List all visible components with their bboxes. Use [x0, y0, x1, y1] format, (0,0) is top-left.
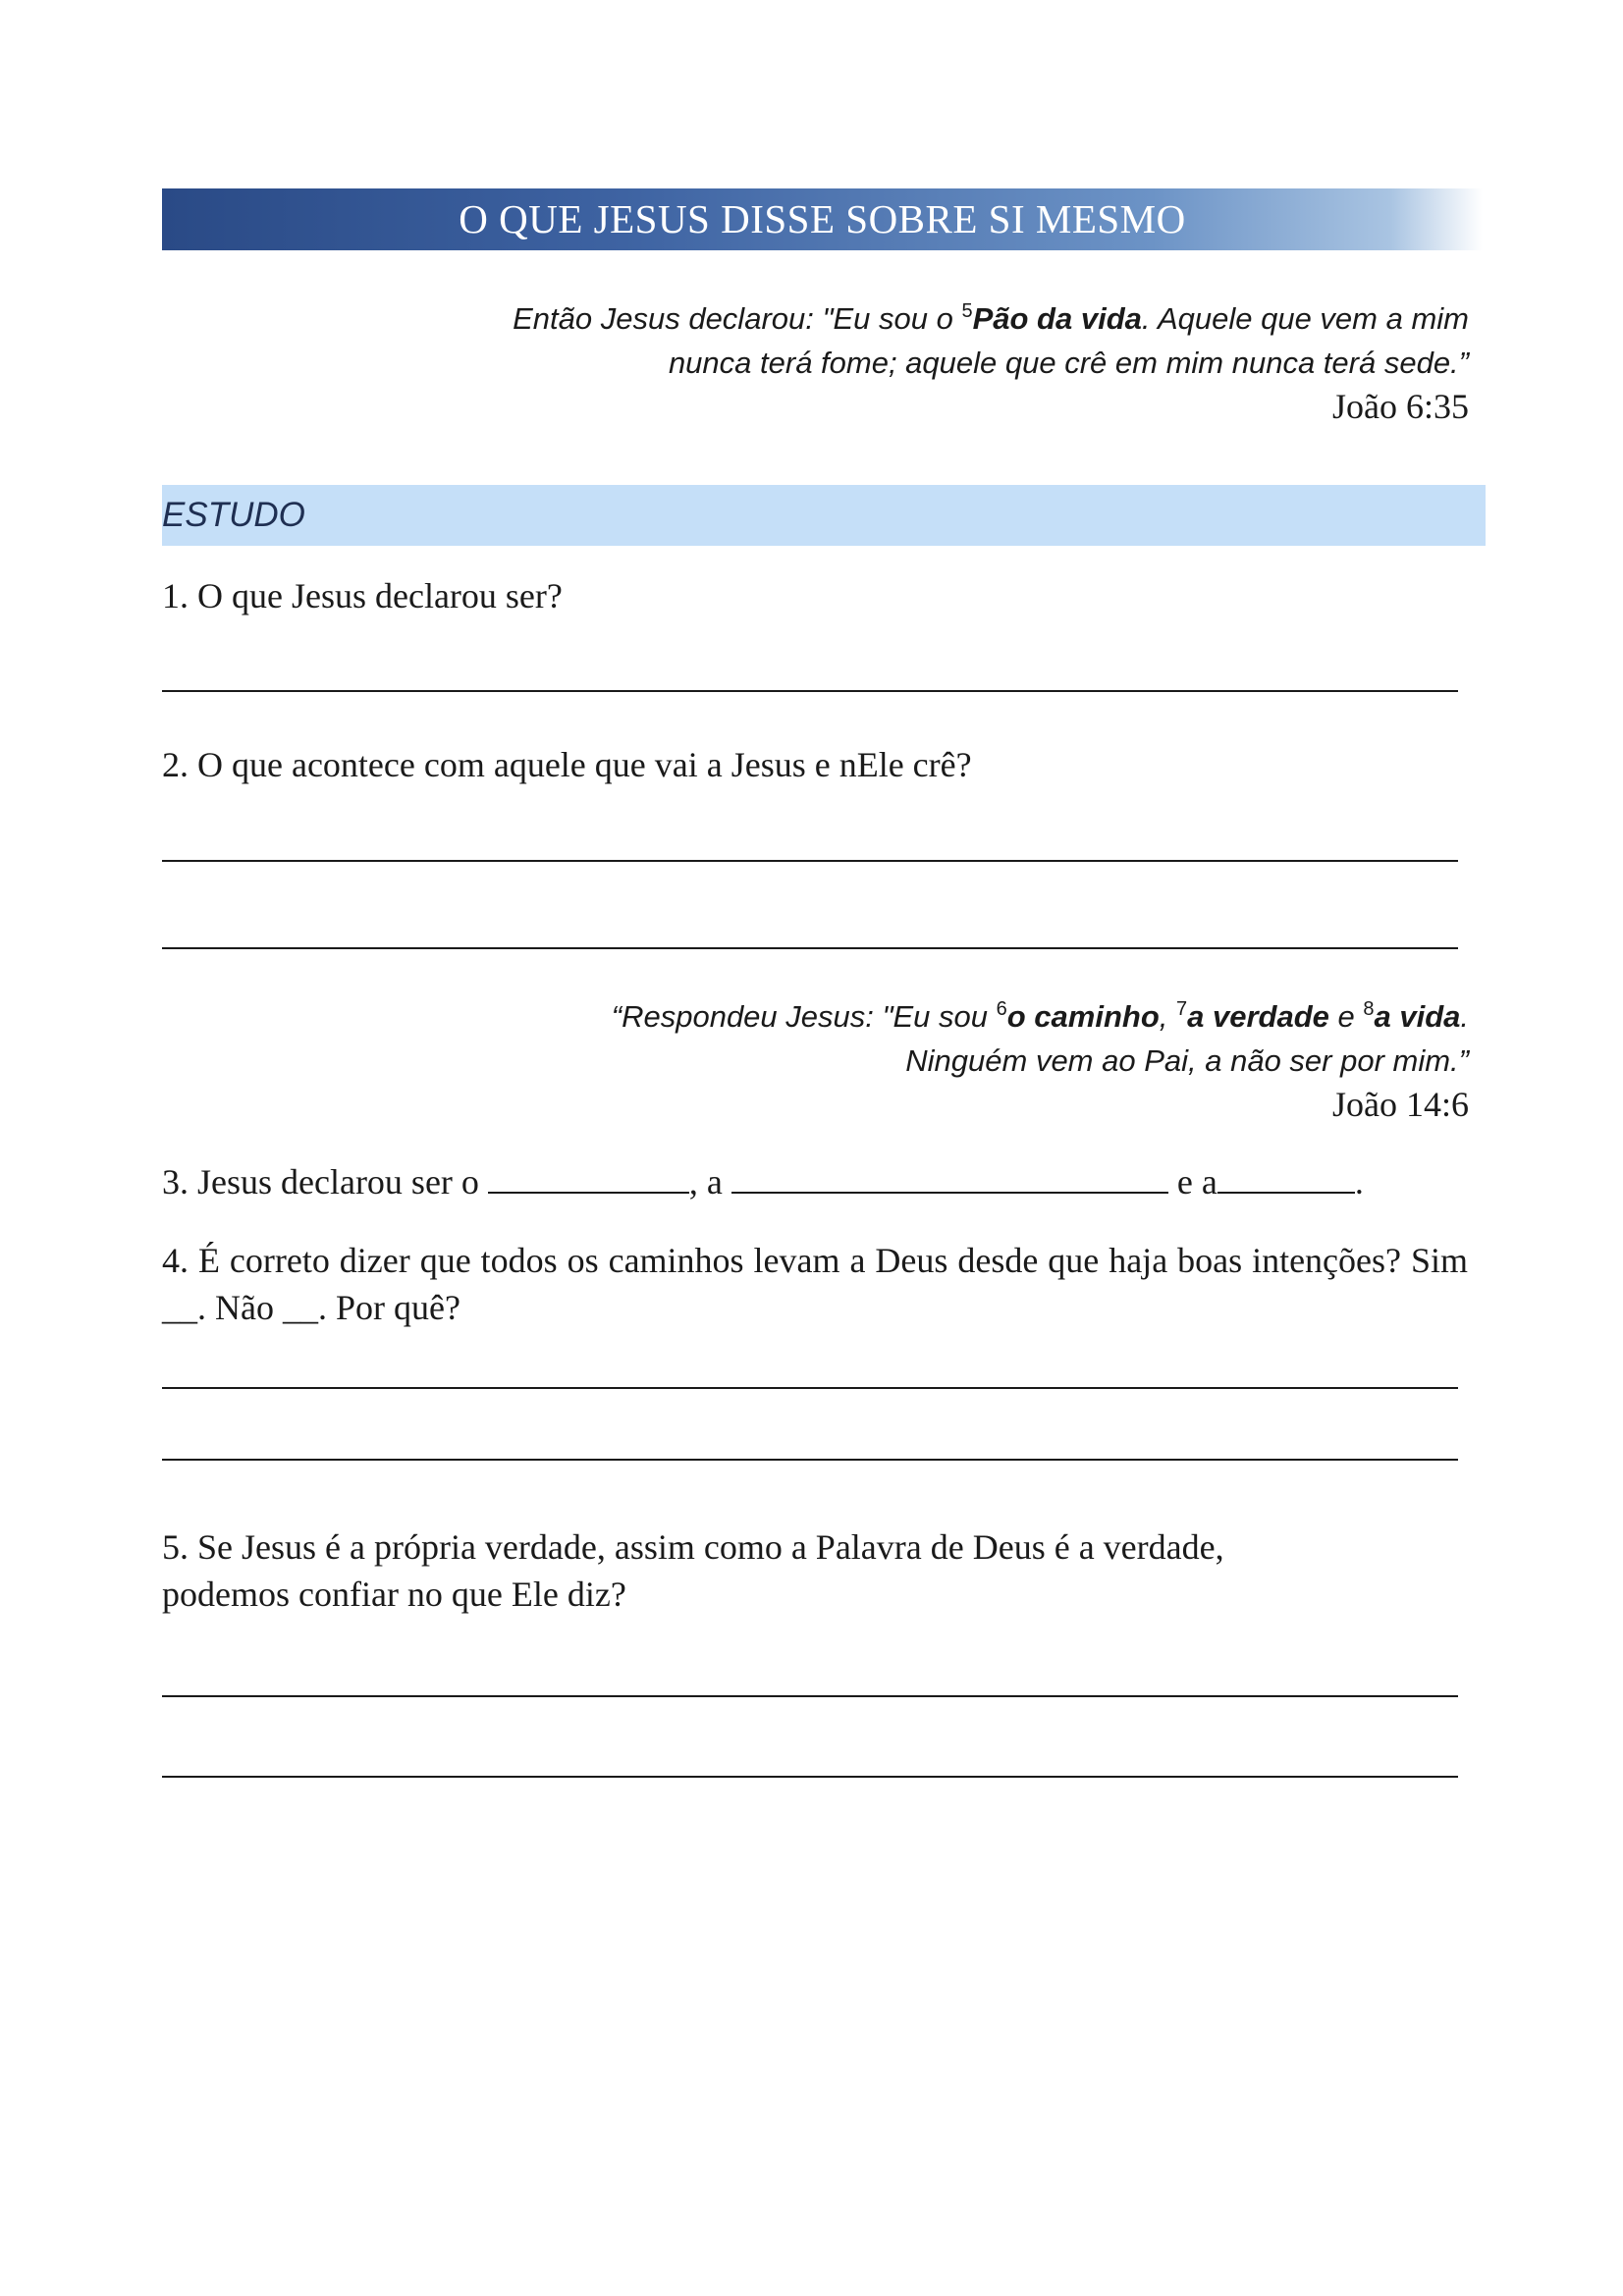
answer-line[interactable]	[162, 1776, 1458, 1778]
quote-highlight: a vida	[1374, 999, 1461, 1034]
quote-highlight: a verdade	[1187, 999, 1329, 1034]
question-5: 5. Se Jesus é a própria verdade, assim como a Palavra de Deus é a verdade, podemos confiar no que Ele diz?	[162, 1527, 1224, 1614]
title-banner	[162, 188, 1483, 250]
footnote-marker: 8	[1363, 998, 1375, 1020]
fill-blank[interactable]	[1217, 1158, 1355, 1194]
section-header	[162, 485, 1486, 546]
footnote-marker: 6	[996, 998, 1007, 1020]
question-1: 1. O que Jesus declarou ser?	[162, 576, 563, 615]
fill-blank[interactable]	[488, 1158, 689, 1194]
quote-highlight: Pão da vida	[972, 301, 1142, 336]
answer-line[interactable]	[162, 1695, 1458, 1697]
quote-line: nunca terá fome; aquele que crê em mim nunca terá sede.”	[668, 346, 1469, 380]
quote-john-6-35	[513, 296, 1469, 385]
quote-line: Ninguém vem ao Pai, a não ser por mim.”	[905, 1043, 1469, 1078]
question-2: 2. O que acontece com aquele que vai a Jesus e nEle crê?	[162, 745, 972, 784]
quote-line: “Respondeu Jesus: "Eu sou $^6$o caminho, $^7$a verdade e $^8$a vida.	[611, 998, 1469, 1034]
answer-line[interactable]	[162, 1459, 1458, 1461]
footnote-marker: 5	[961, 300, 973, 322]
answer-line[interactable]	[162, 860, 1458, 862]
quote-line: Então Jesus declarou: "Eu sou o $^5$Pão da vida. Aquele que vem a mim	[513, 300, 1469, 336]
quote-reference: João 6:35	[1332, 387, 1469, 426]
page-title: O QUE JESUS DISSE SOBRE SI MESMO	[459, 196, 1186, 241]
question-4: 4. É correto dizer que todos os caminhos levam a Deus desde que haja boas intenções? Sim __. Não __. Por quê?	[162, 1241, 1468, 1327]
answer-line[interactable]	[162, 1387, 1458, 1389]
answer-line[interactable]	[162, 690, 1458, 692]
quote-highlight: o caminho	[1006, 999, 1160, 1034]
quote-john-14-6	[612, 994, 1469, 1083]
answer-line[interactable]	[162, 947, 1458, 949]
quote-reference: João 14:6	[1332, 1085, 1469, 1124]
section-title: ESTUDO	[162, 496, 305, 534]
fill-blank[interactable]	[731, 1158, 1168, 1194]
question-3: 3. Jesus declarou ser o , a e a .	[162, 1158, 1468, 1205]
footnote-marker: 7	[1176, 998, 1188, 1020]
